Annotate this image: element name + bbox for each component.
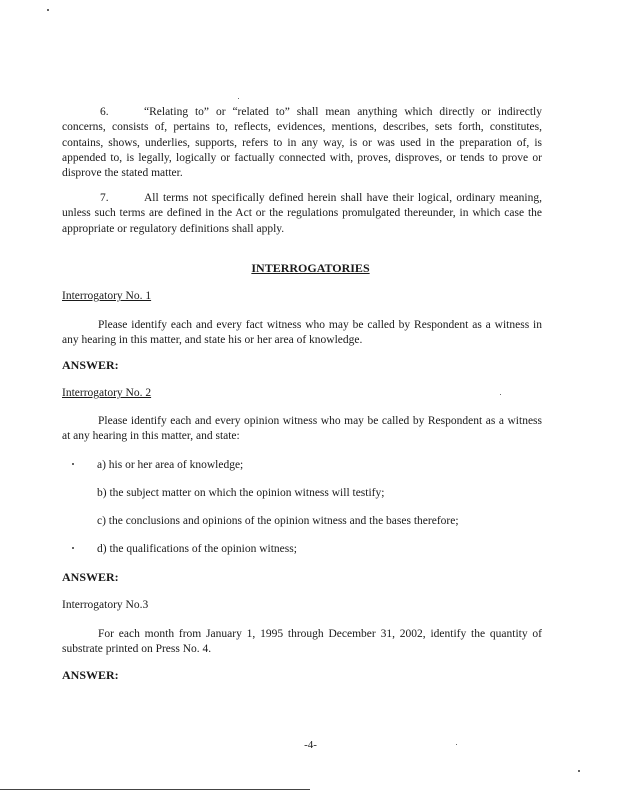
interrogatory-2-text: Please identify each and every opinion witness who may be called by Respondent as a witness at any hearing in this matter, and state: — [62, 415, 542, 443]
interrogatory-2-item-d: d) the qualifications of the opinion witness; — [97, 543, 297, 555]
interrogatory-1-label: Interrogatory No. 1 — [62, 290, 152, 302]
definition-paragraph-6 — [62, 105, 542, 181]
definition-paragraph-7 — [62, 191, 542, 237]
scan-line — [0, 789, 310, 790]
paragraph-text: “Relating to” or “related to” shall mean anything which directly or indirectly concerns, consists of, pertains to, reflects, evidences, mentions, describes, sets forth, constitutes, contains, shows, underlies, supports, refers to in any way, is or was used in the preparation of, is appended to, is legally, logically or factually connected with, proves, disproves, or tends to prove or disprove the stated matter. — [62, 106, 542, 180]
interrogatory-3-label: Interrogatory No.3 — [62, 599, 149, 611]
interrogatory-2-item-c: c) the conclusions and opinions of the opinion witness and the bases therefore; — [97, 515, 459, 527]
interrogatory-2-item-b: b) the subject matter on which the opinion witness will testify; — [97, 487, 385, 499]
scan-speck — [47, 9, 49, 11]
interrogatory-3-text: For each month from January 1, 1995 through December 31, 2002, identify the quantity of substrate printed on Press No. 4. — [62, 628, 542, 656]
interrogatory-1-answer-label: ANSWER: — [62, 358, 119, 372]
interrogatory-2-answer-label: ANSWER: — [62, 570, 119, 584]
scan-speck — [578, 770, 580, 772]
interrogatory-2-item-a: a) his or her area of knowledge; — [97, 459, 244, 471]
scan-speck — [456, 744, 457, 745]
section-heading: INTERROGATORIES — [251, 261, 370, 275]
paragraph-number: 6. — [100, 106, 109, 118]
paragraph-number: 7. — [100, 192, 109, 204]
paragraph-text: All terms not specifically defined herein shall have their logical, ordinary meaning, unless such terms are defined in the Act or the regulations promulgated thereunder, in which case the appropriate or regulatory definitions shall apply. — [62, 192, 542, 235]
page-number: -4- — [304, 739, 317, 751]
interrogatory-1-text: Please identify each and every fact witness who may be called by Respondent as a witness in any hearing in this matter, and state his or her area of knowledge. — [62, 319, 542, 347]
interrogatory-3-answer-label: ANSWER: — [62, 668, 119, 682]
scan-speck — [238, 98, 239, 99]
interrogatory-2-label: Interrogatory No. 2 — [62, 387, 152, 399]
scan-speck — [72, 463, 74, 465]
scan-speck — [72, 547, 74, 549]
scan-speck — [500, 394, 501, 395]
